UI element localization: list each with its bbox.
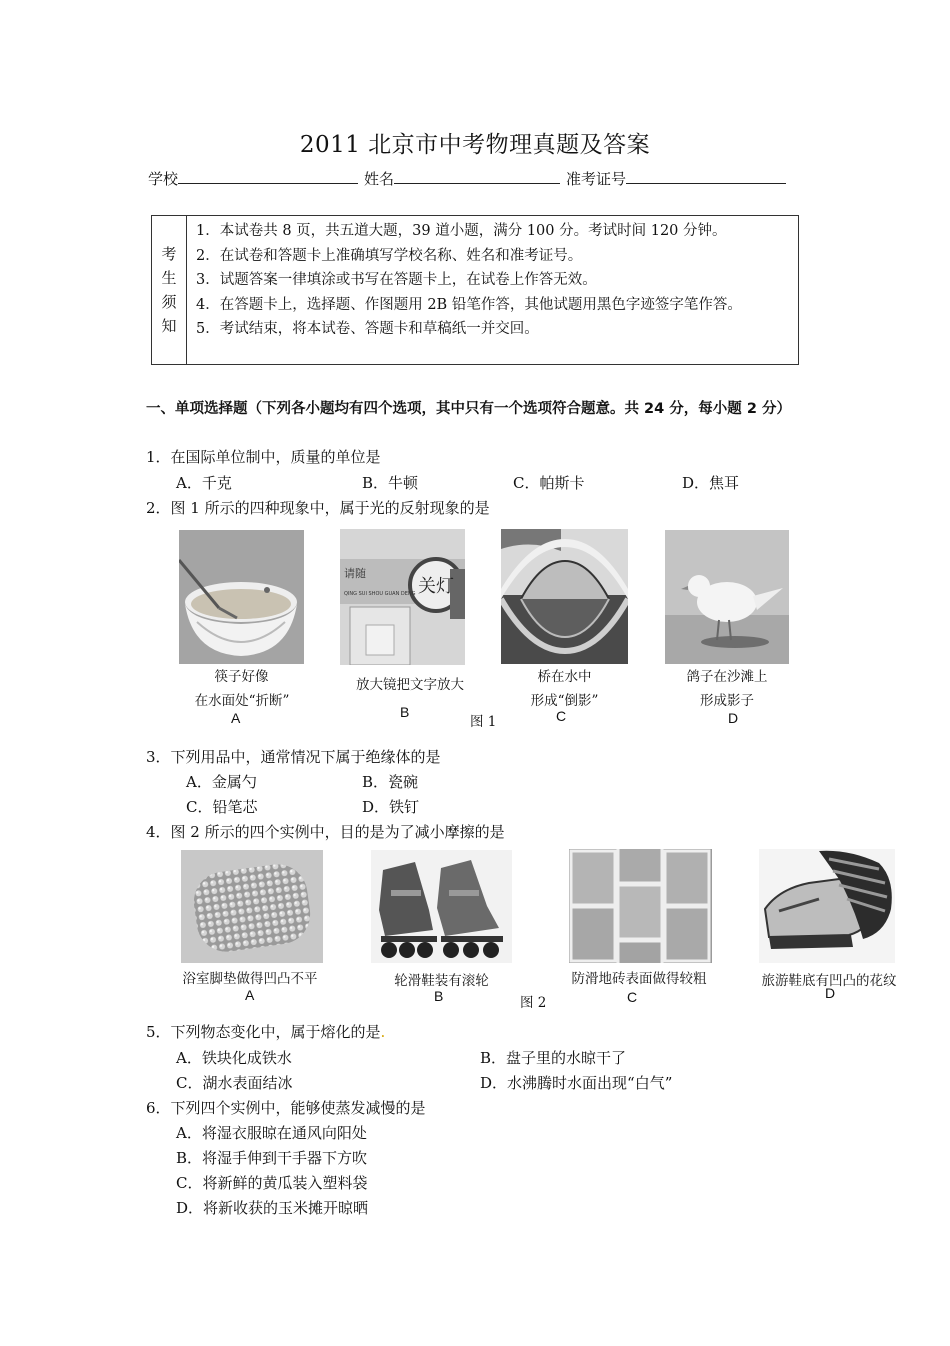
question-4-stem: 4．图 2 所示的四个实例中，目的是为了减小摩擦的是 (146, 823, 505, 841)
figure-1-label: 图 1 (470, 714, 497, 730)
q1-option-d[interactable]: D．焦耳 (682, 474, 740, 492)
notice-head (152, 216, 187, 364)
dove-illustration (665, 530, 789, 664)
fig2-caption-c: 防滑地砖表面做得较粗 (571, 971, 707, 987)
anti-slip-tiles-photo (569, 849, 712, 963)
dove-shadow-photo (665, 530, 789, 664)
fig1-letter-a: A (231, 710, 241, 726)
bridge-illustration (501, 529, 628, 664)
bridge-reflection-photo (501, 529, 628, 664)
figure-2-label: 图 2 (520, 995, 547, 1011)
notice-head-char: 生 (161, 269, 177, 287)
student-info-line (148, 168, 792, 189)
exam-notice-box (151, 215, 799, 365)
question-3-stem: 3．下列用品中，通常情况下属于绝缘体的是 (146, 748, 441, 766)
section-heading: 一、单项选择题（下列各小题均有四个选项，其中只有一个选项符合题意。共 24 分，每小题 2 分） (146, 401, 791, 417)
notice-item: 3．试题答案一律填涂或书写在答题卡上，在试卷上作答无效。 (196, 272, 597, 288)
q1-option-a[interactable]: A．千克 (176, 474, 232, 492)
svg-text:关灯: 关灯 (418, 576, 454, 597)
school-blank[interactable] (178, 169, 358, 184)
school-label: 学校 (148, 170, 179, 188)
q5-option-b[interactable]: B．盘子里的水晾干了 (480, 1049, 627, 1067)
shoe-illustration (759, 849, 895, 963)
notice-head-char: 考 (161, 245, 177, 263)
q5-option-c[interactable]: C．湖水表面结冰 (176, 1074, 293, 1092)
magnifier-illustration (340, 529, 465, 665)
fig1-letter-c: C (556, 708, 567, 724)
chopsticks-bowl-photo (179, 530, 304, 664)
question-1-stem: 1．在国际单位制中，质量的单位是 (146, 448, 381, 466)
notice-item: 5．考试结束，将本试卷、答题卡和草稿纸一并交回。 (196, 321, 539, 337)
notice-item: 4．在答题卡上，选择题、作图题用 2B 铅笔作答，其他试题用黑色字迹签字笔作答。 (196, 296, 742, 313)
question-6-stem: 6．下列四个实例中，能够使蒸发减慢的是 (146, 1099, 426, 1117)
q3-option-b[interactable]: B．瓷碗 (362, 773, 419, 791)
q5-stem-text: 5．下列物态变化中，属于熔化的是 (146, 1023, 381, 1041)
q6-option-b[interactable]: B．将湿手伸到干手器下方吹 (176, 1149, 368, 1167)
fig2-caption-a: 浴室脚垫做得凹凸不平 (182, 971, 318, 987)
fig1-caption-c-line1: 桥在水中 (537, 669, 592, 685)
q6-option-a[interactable]: A．将湿衣服晾在通风向阳处 (176, 1124, 367, 1142)
ticket-label: 准考证号 (566, 170, 627, 188)
fig1-letter-b: B (400, 704, 410, 720)
q5-option-a[interactable]: A．铁块化成铁水 (176, 1049, 292, 1067)
question-5-stem (146, 1021, 385, 1042)
fig2-letter-d: D (825, 985, 836, 1001)
q5-stem-dot: . (380, 1023, 386, 1041)
question-2-stem: 2．图 1 所示的四种现象中，属于光的反射现象的是 (146, 499, 490, 517)
page-title: 2011 北京市中考物理真题及答案 (299, 132, 651, 158)
roller-skates-photo (371, 850, 512, 963)
fig1-caption-d-line1: 鸽子在沙滩上 (686, 669, 768, 685)
fig1-caption-a-line2: 在水面处“折断” (194, 693, 290, 709)
notice-body (187, 216, 798, 364)
q6-option-d[interactable]: D．将新收获的玉米摊开晾晒 (176, 1199, 369, 1217)
fig2-letter-b: B (434, 988, 444, 1004)
ticket-blank[interactable] (626, 169, 786, 184)
notice-head-char: 知 (161, 317, 177, 335)
hiking-shoe-photo (759, 849, 895, 963)
q3-option-a[interactable]: A．金属勺 (186, 773, 257, 791)
q1-option-b[interactable]: B．牛顿 (362, 474, 419, 492)
name-label: 姓名 (364, 170, 395, 188)
tiles-illustration (569, 849, 712, 963)
q3-option-d[interactable]: D．铁钉 (362, 798, 420, 816)
bath-mat-photo (181, 850, 323, 963)
fig1-letter-d: D (728, 710, 739, 726)
fig2-caption-b: 轮滑鞋装有滚轮 (394, 973, 489, 989)
fig1-caption-d-line2: 形成影子 (700, 693, 754, 709)
bowl-illustration (179, 530, 304, 664)
fig1-caption-c-line2: 形成“倒影” (530, 693, 599, 709)
fig1-caption-b: 放大镜把文字放大 (356, 677, 464, 693)
bath-mat-illustration (181, 850, 323, 963)
notice-item: 1．本试卷共 8 页，共五道大题，39 道小题，满分 100 分。考试时间 120 分钟。 (196, 223, 727, 239)
fig2-letter-c: C (627, 989, 638, 1005)
roller-skates-illustration (371, 850, 512, 963)
magnifier-sign-photo (340, 529, 465, 665)
notice-head-char: 须 (161, 293, 177, 311)
q6-option-c[interactable]: C．将新鲜的黄瓜装入塑料袋 (176, 1174, 368, 1192)
svg-text:请随: 请随 (344, 567, 366, 580)
q5-option-d[interactable]: D．水沸腾时水面出现“白气” (480, 1074, 673, 1092)
fig2-letter-a: A (245, 987, 255, 1003)
q3-option-c[interactable]: C．铅笔芯 (186, 798, 258, 816)
name-blank[interactable] (394, 169, 560, 184)
svg-text:QING SUI SHOU GUAN DENG: QING SUI SHOU GUAN DENG (344, 591, 416, 597)
fig2-caption-d: 旅游鞋底有凹凸的花纹 (761, 973, 897, 989)
notice-item: 2．在试卷和答题卡上准确填写学校名称、姓名和准考证号。 (196, 247, 583, 264)
q1-option-c[interactable]: C．帕斯卡 (513, 474, 585, 492)
fig1-caption-a-line1: 筷子好像 (214, 669, 269, 685)
